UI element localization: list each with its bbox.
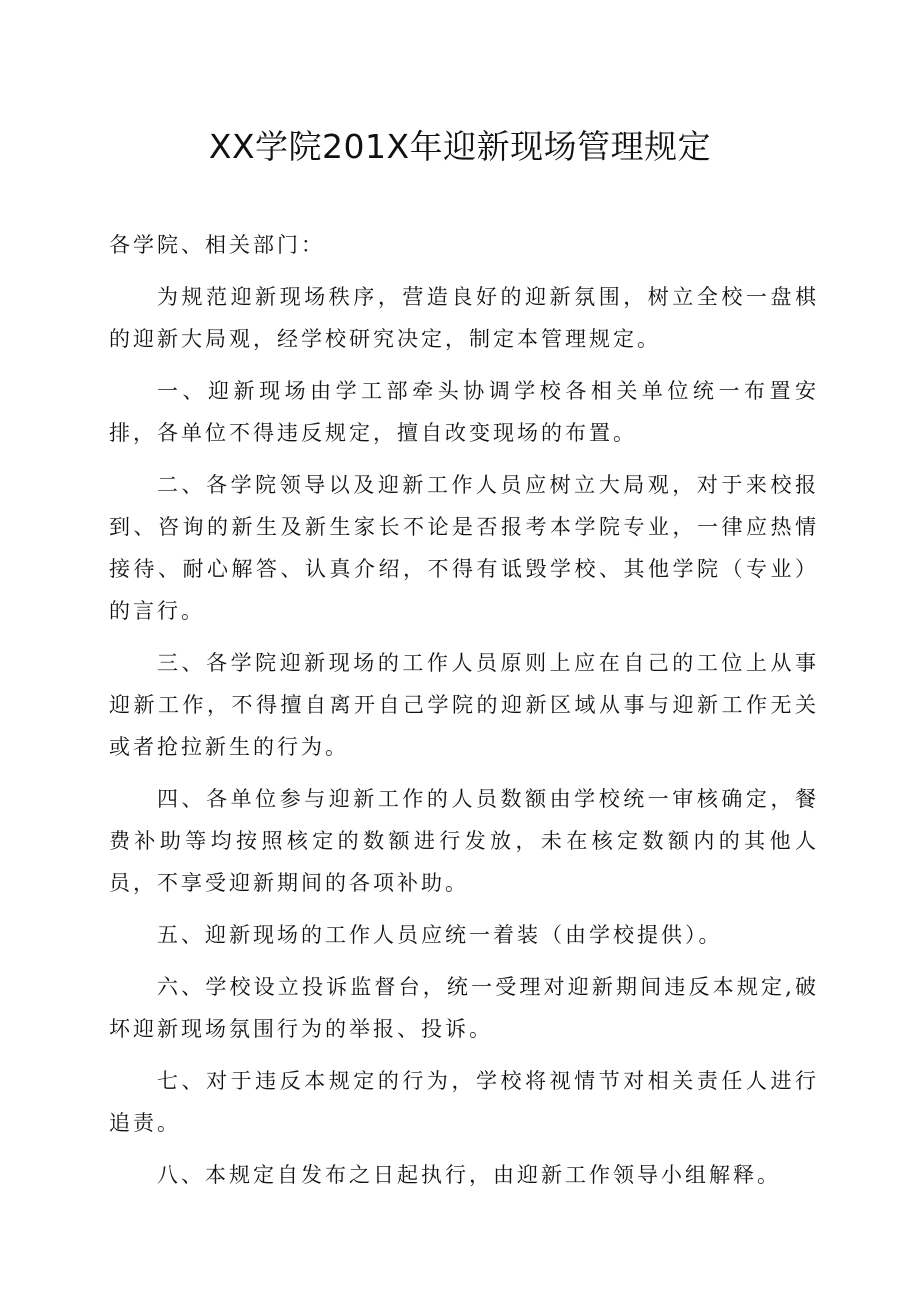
document-title: XX学院201X年迎新现场管理规定 (208, 127, 712, 166)
article-2: 二、各学院领导以及迎新工作人员应树立大局观，对于来校报到、咨询的新生及新生家长不论是否报考本学院专业，一律应热情接待、耐心解答、认真介绍，不得有诋毁学校、其他学院（专业）的言行。 (109, 473, 819, 623)
article-7: 七、对于违反本规定的行为，学校将视情节对相关责任人进行追责。 (109, 1069, 819, 1135)
article-8: 八、本规定自发布之日起执行，由迎新工作领导小组解释。 (157, 1163, 781, 1187)
article-1: 一、迎新现场由学工部牵头协调学校各相关单位统一布置安排，各单位不得违反规定，擅自改变现场的布置。 (109, 379, 819, 445)
article-4: 四、各单位参与迎新工作的人员数额由学校统一审核确定，餐费补助等均按照核定的数额进行发放，未在核定数额内的其他人员，不享受迎新期间的各项补助。 (109, 787, 819, 895)
article-3: 三、各学院迎新现场的工作人员原则上应在自己的工位上从事迎新工作，不得擅自离开自己学院的迎新区域从事与迎新工作无关或者抢拉新生的行为。 (109, 651, 819, 759)
salutation: 各学院、相关部门： (109, 233, 325, 257)
intro-paragraph: 为规范迎新现场秩序，营造良好的迎新氛围，树立全校一盘棋的迎新大局观，经学校研究决定，制定本管理规定。 (109, 285, 819, 351)
document-body (109, 224, 819, 1206)
article-6: 六、学校设立投诉监督台，统一受理对迎新期间违反本规定,破坏迎新现场氛围行为的举报、投诉。 (109, 975, 819, 1041)
article-5: 五、迎新现场的工作人员应统一着装（由学校提供）。 (157, 923, 723, 947)
